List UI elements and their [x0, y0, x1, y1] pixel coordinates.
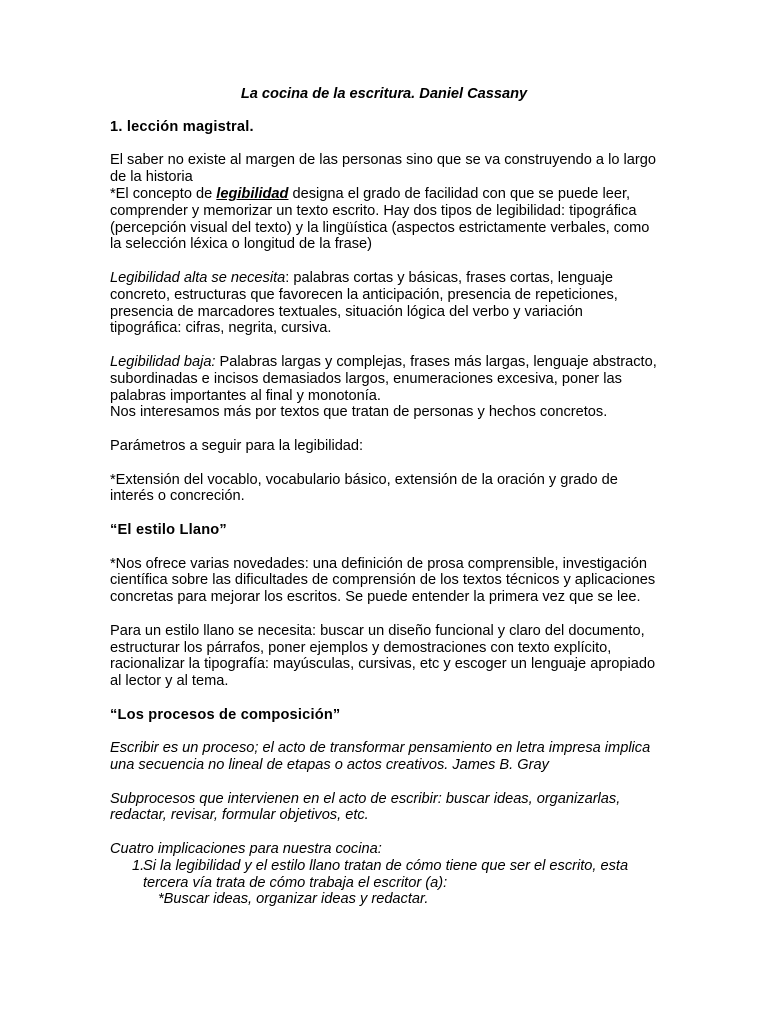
paragraph-novedades: *Nos ofrece varias novedades: una definición de prosa comprensible, investigación científica sobre las dificultades de comprensión de los textos técnicos y aplicaciones concretas para mejorar los escritos. Se puede entender la primera vez que se lee.: [110, 555, 656, 606]
paragraph-implicaciones: Cuatro implicaciones para nuestra cocina:: [110, 841, 382, 858]
paragraph-estilo-llano: Para un estilo llano se necesita: buscar un diseño funcional y claro del documento, estructurar los párrafos, poner ejemplos y demostraciones con texto explícito, racionalizar la tipografía: mayúsculas, cursivas, etc y escoger un lenguaje apropiado al lector y al tema.: [110, 622, 656, 690]
legibilidad-definition: designa el grado de facilidad con que se puede leer, comprender y memorizar un texto escrito. Hay dos tipos de legibilidad: tipográfica (percepción visual del texto) y la lingüística (aspectos estrictamente verbales, como la selección léxica o longitud de la frase): [110, 185, 650, 253]
document-body: [110, 86, 658, 908]
list-item-number: 1.: [132, 857, 145, 874]
implicaciones-list: [110, 858, 658, 892]
paragraph-subprocesos: Subprocesos que intervienen en el acto de escribir: buscar ideas, organizarlas, redactar, revisar, formular objetivos, etc.: [110, 790, 621, 824]
section-heading-estilo-llano: “El estilo Llano”: [110, 521, 227, 538]
list-item-text: Si la legibilidad y el estilo llano tratan de cómo tiene que ser el escrito, esta tercera vía trata de cómo trabaja el escritor (a):: [143, 857, 629, 891]
list-item-subtext: *Buscar ideas, organizar ideas y redactar.: [158, 891, 429, 908]
section-heading-procesos: “Los procesos de composición”: [110, 706, 341, 723]
legibilidad-baja-lead: Legibilidad baja:: [110, 353, 216, 370]
paragraph-quote-gray: Escribir es un proceso; el acto de transformar pensamiento en letra impresa implica una secuencia no lineal de etapas o actos creativos. James B. Gray: [110, 740, 651, 774]
legibilidad-alta-text: : palabras cortas y básicas, frases cortas, lenguaje concreto, estructuras que favorecen la anticipación, presencia de repeticiones, presencia de marcadores textuales, situación lógica del verbo y variación tipográfica: cifras, negrita, cursiva.: [110, 269, 618, 337]
paragraph-extension: *Extensión del vocablo, vocabulario básico, extensión de la oración y grado de interés o concreción.: [110, 471, 618, 505]
paragraph-legibilidad-concept: [110, 186, 658, 253]
document-title: La cocina de la escritura. Daniel Cassany: [240, 86, 528, 102]
paragraph-legibilidad-alta: [110, 270, 658, 337]
legibilidad-baja-text: Palabras largas y complejas, frases más largas, lenguaje abstracto, subordinadas e incisos demasiados largos, enumeraciones excesiva, poner las palabras importantes al final y monotonía.: [110, 353, 657, 404]
paragraph-interes: Nos interesamos más por textos que tratan de personas y hechos concretos.: [110, 404, 608, 421]
legibilidad-prefix: *El concepto de: [110, 185, 213, 202]
section-heading-leccion: 1. lección magistral.: [110, 118, 254, 135]
paragraph-legibilidad-baja: [110, 354, 658, 404]
paragraph-saber: El saber no existe al margen de las personas sino que se va construyendo a lo largo de la historia: [110, 152, 656, 186]
legibilidad-keyword: legibilidad: [216, 185, 289, 202]
list-item: [110, 858, 658, 892]
legibilidad-alta-lead: Legibilidad alta se necesita: [110, 269, 286, 286]
paragraph-parametros: Parámetros a seguir para la legibilidad:: [110, 437, 364, 454]
